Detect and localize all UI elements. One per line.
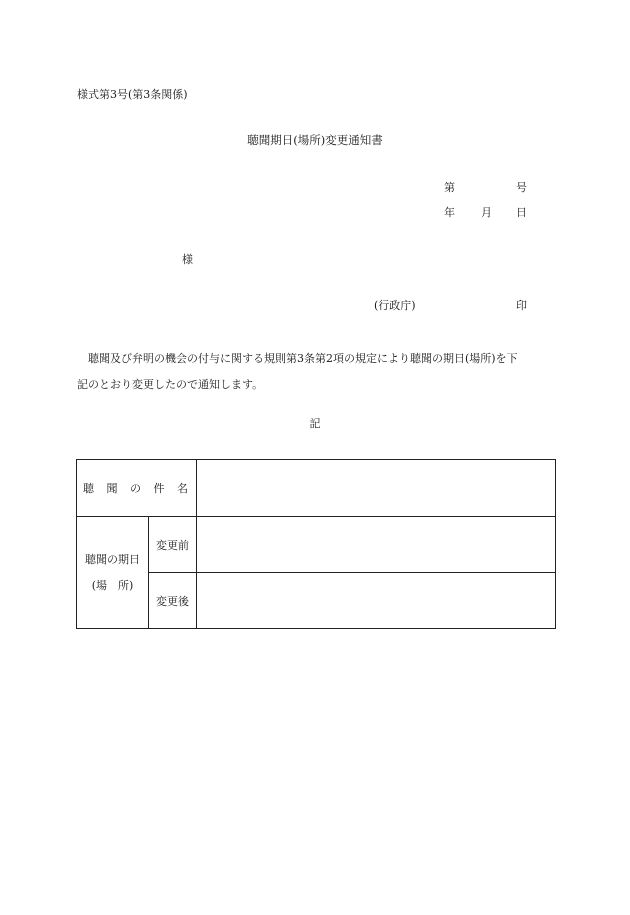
change-details-table: [76, 459, 556, 629]
notice-body-line-2: 記のとおり変更したので通知します。: [77, 378, 264, 391]
recipient-honorific: 様: [182, 253, 193, 266]
notice-body: [77, 346, 557, 398]
before-change-value[interactable]: [197, 517, 556, 573]
after-change-row: [77, 573, 556, 629]
date-year: 年: [444, 206, 455, 219]
document-number-prefix: 第: [444, 181, 455, 194]
before-change-label: 変更前: [149, 517, 197, 573]
seal-mark: 印: [516, 299, 527, 312]
after-change-value[interactable]: [197, 573, 556, 629]
case-name-value[interactable]: [197, 460, 556, 517]
case-name-row: [77, 460, 556, 517]
ki-heading: 記: [309, 417, 321, 430]
date-month: 月: [481, 206, 492, 219]
notice-body-line-1: 聴聞及び弁明の機会の付与に関する規則第3条第2項の規定により聴聞の期日(場所)を下: [88, 352, 518, 365]
case-name-char: 件: [153, 482, 165, 495]
hearing-date-label-line-2: (場 所): [91, 578, 134, 592]
hearing-date-label: [77, 517, 149, 629]
date-day: 日: [516, 206, 527, 219]
case-name-char: 名: [177, 482, 188, 495]
case-name-char: の: [130, 482, 141, 495]
case-name-char: 聞: [106, 482, 118, 495]
before-change-row: [77, 517, 556, 573]
case-name-char: 聴: [83, 482, 94, 495]
document-number-suffix: 号: [516, 181, 527, 194]
hearing-date-label-line-1: 聴聞の期日: [85, 552, 140, 566]
case-name-label: [77, 460, 197, 517]
document-title: 聴聞期日(場所)変更通知書: [247, 133, 383, 147]
issuing-agency: (行政庁): [374, 299, 416, 312]
form-number: 様式第3号(第3条関係): [77, 88, 188, 101]
after-change-label: 変更後: [149, 573, 197, 629]
